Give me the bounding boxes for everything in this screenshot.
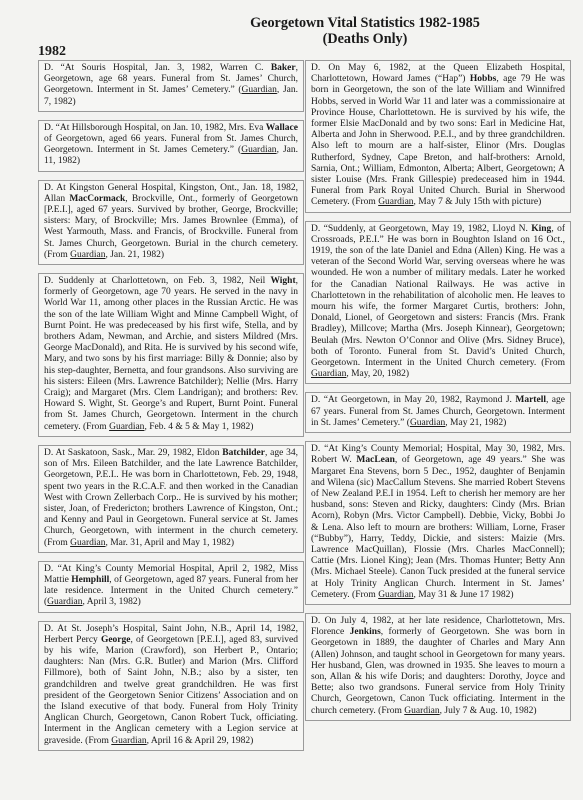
entry-text: D. “At King’s County Memorial Hospital, April 2, 1982, Miss Mattie — [44, 563, 298, 585]
source-citation: Guardian — [404, 705, 440, 716]
deceased-name: Martell — [515, 395, 546, 406]
death-notice-entry — [305, 221, 571, 385]
death-notice-entry — [38, 120, 304, 172]
entry-text: , April 3, 1982) — [82, 597, 141, 608]
year-heading: 1982 — [38, 44, 66, 59]
entry-text: , Georgetown, age 68 years. Funeral from St. James’ Church, Georgetown. Interment in St. James’ Cemetery.” ( — [44, 63, 298, 96]
deceased-name: Batchilder — [222, 447, 265, 458]
entry-text: , July 7 & Aug. 10, 1982) — [439, 705, 537, 716]
entry-text: , May 21, 1982) — [445, 417, 507, 428]
death-notice-entry — [38, 561, 304, 613]
entry-text: , May, 20, 1982) — [346, 369, 410, 380]
entry-text: , of Georgetown [P.E.I.], aged 83, survived by his wife, Marion (Crawford), son Herbert P., Ontario; daughters: Nan (Mrs. G.R. Butler) and Marion (Mrs. Clifford Fillmore), both of Saint John, N.B.; also by a sister, ten grandchildren and twelve great grandchildren. He was first president of the Georgetown Senior Citizens’ Association and on the Island executive of that body. Funeral from Holy Trinity Anglican Church, Georgetown, Canon Robert Tuck, officiating. Interment in the Anglican cemetery with a Legion service at graveside. (From — [44, 634, 298, 746]
entry-text: of Georgetown, aged 66 years. Funeral from St. James Church, Georgetown. Interment in St. James Cemetery.” ( — [44, 134, 298, 156]
death-notice-entry — [38, 180, 304, 265]
entry-text: , of Georgetown, age 49 years.” She was Margaret Ena Stevens, born 5 Dec., 1952, daughter of Benjamin and Wilena (sic) MacCallum Stevens. She married Robert Stevens of New Zealand P.E.I in 1954. Left to cherish her memory are her husband, sons: Steven and Ricky, daughters: Cindy (Mrs. Brian Acorn), Robyn (Mrs. Victor Campbell). Debbie, Vicky, Bobbi Jo & Lena. Also left to mourn are brothers: William, Lorne, Fraser (“Bubby”), Harry, Teddy, Dickie, and sisters: Maizie (Mrs. Lawrence MacQuillan), Flossie (Mrs. Charles MacConnell); Cattie (Mrs. Lionel King); Jean (Mrs. Thomas Hunter; Betty Ann (Mrs. Michael Steele). Canon Tuck presided at the funeral service at Holy Trinity Anglican Church. Interment in St. James’ Cemetery. (From — [311, 455, 566, 600]
death-notice-entry — [38, 273, 304, 437]
title-line-1: Georgetown Vital Statistics 1982-1985 — [250, 15, 480, 31]
death-notice-entry — [38, 60, 304, 112]
source-citation: Guardian — [70, 249, 106, 260]
entry-text: , Feb. 4 & 5 & May 1, 1982) — [144, 421, 254, 432]
entry-text: D. “At Georgetown, in May 20, 1982, Raymond J. — [311, 395, 516, 406]
source-citation: Guardian — [109, 421, 145, 432]
death-notice-entry — [38, 621, 304, 751]
page-title — [150, 15, 580, 47]
source-citation: Guardian — [378, 589, 414, 600]
entry-text: , of Georgetown, aged 87 years. Funeral from her late residence. Interment in the United Church cemetery.” ( — [44, 574, 298, 608]
deceased-name: Hemphill — [71, 574, 110, 585]
deceased-name: Wight — [270, 276, 296, 287]
entry-text: , age 67 years. Funeral from St. James Church, Georgetown. Interment in St. James’ Cemetery.” ( — [311, 395, 565, 428]
source-citation: Guardian — [241, 145, 277, 156]
entry-text: D. “At Souris Hospital, Jan. 3, 1982, Warren C. — [44, 63, 271, 73]
deceased-name: Baker — [270, 63, 296, 73]
death-notice-entry — [305, 441, 571, 605]
source-citation: Guardian — [311, 369, 347, 380]
death-notice-entry — [305, 60, 571, 213]
entry-text: D. At Saskatoon, Sask., Mar. 29, 1982, Eldon — [44, 447, 223, 458]
entry-text: D. “At King’s County Memorial; Hospital, May 30, 1982, Mrs. Robert W. — [311, 444, 565, 466]
entry-text: , Brockville, Ont., formerly of Georgetown [P.E.I.], aged 67 years. Survived by brother, George, Brockville; sisters: Mary, of Brockville; Mrs. James Brownlee (Emma), of West Yarmouth, Mass. and Francis, of Brockville. Funeral from St. James Church, Georgetown. Burial in the church cemetery. (From — [44, 193, 299, 260]
entry-text: D. On July 4, 1982, at her late residence, Charlottetown, Mrs. Florence — [311, 615, 565, 638]
deceased-name: MacCormack — [69, 193, 126, 204]
deceased-name: Jenkins — [349, 627, 381, 638]
entry-text: , age 34, son of Mrs. Eileen Batchilder, and the late Lawrence Batchilder, Georgetown, P.E.I.. He was born in Charlottetown, Feb. 29, 1948, spent two years in the R.C.A.F. and then worked in the Canadian West with Crown Zellerbach Corp.. He is survived by his mother; sister, Joan, of Fredericton; brothers Lawrence of Kingston, Ont.; and Kenny and Paul in Georgetown. Funeral service at St. James Church, Georgetown, with interment in the church cemetery. (From — [44, 447, 298, 548]
entry-text: D. On May 6, 1982, at the Queen Elizabeth Hospital, Charlottetown, Howard James (“Hap”) — [311, 63, 565, 85]
entry-text: D. “Suddenly, at Georgetown, May 19, 1982, Lloyd N. — [311, 223, 532, 234]
source-citation: Guardian — [378, 197, 414, 208]
entry-text: D. At Kingston General Hospital, Kingston, Ont., Jan. 18, 1982, Allan — [44, 182, 298, 204]
death-notice-entry — [38, 445, 304, 553]
deceased-name: Hobbs — [469, 74, 497, 85]
source-citation: Guardian — [70, 537, 106, 548]
entry-text: , Jan. 21, 1982) — [105, 249, 165, 260]
entry-text: , Jan. 7, 1982) — [44, 85, 298, 107]
entry-text: , May 31 & June 17 1982) — [413, 589, 514, 600]
deceased-name: Wallace — [265, 122, 298, 133]
entry-text: D. Suddenly at Charlottetown, on Feb. 3, 1982, Neil — [44, 276, 271, 287]
death-notice-entry — [305, 392, 571, 433]
entry-text: D. At St. Joseph’s Hospital, Saint John, N.B., April 14, 1982, Herbert Percy — [44, 623, 298, 645]
death-notice-entry — [305, 613, 571, 721]
source-citation: Guardian — [111, 735, 147, 746]
right-column — [305, 60, 571, 729]
entry-text: , May 7 & July 15th with picture) — [413, 197, 542, 208]
entry-text: , April 16 & April 29, 1982) — [146, 735, 254, 746]
entry-text: , Mar. 31, April and May 1, 1982) — [105, 537, 234, 548]
left-column — [38, 60, 304, 759]
entry-text: , formerly of Georgetown. She was born in Georgetown in 1889, the daughter of Charles and Mary Ann (Allen) Johnson, and taught school in Georgetown for many years. Her husband, Glen, was drowned in 1935. She leaves to mourn a son, Allan & his wife Doris; and daughters: Dorothy, Joyce and Bette; also two grandsons. Funeral service from Holy Trinity Church, Georgetown, Canon Tuck officiating. Interment in the church cemetery. (From — [311, 627, 565, 716]
title-line-2: (Deaths Only) — [322, 31, 408, 47]
source-citation: Guardian — [409, 417, 446, 428]
entry-text: , Jan. 11, 1982) — [44, 145, 298, 167]
entry-text: D. “At Hillsborough Hospital, on Jan. 10, 1982, Mrs. Eva — [44, 122, 266, 133]
deceased-name: MacLean — [356, 455, 395, 466]
entry-text: , of Crossroads, P.E.I.” He was born in Boughton Island on 16 Oct., 1919, the son of the late Daniel and Edna (Allen) King. He was a veteran of the Second World War, serving overseas where he was wounded. He won a number of military medals. Later he worked for the Canadian National Railways. He was active in Charlottetown in the rehabilitation of alcoholic men. He leaves to mourn his wife, the former Margaret Curtis, brothers: John, Donald, Lionel, of Georgetown and sisters: Francis (Mrs. Frank Bradley), Millcove; Martha (Mrs. Joseph Kinnear), Georgetown; Beulah (Mrs. Newton O’Connor and Olive (Mrs. Sidney Bruce), both of Toronto. Funeral from St. David’s United Church, Georgetown. Interment in the United Church cemetery. (From — [311, 223, 565, 369]
source-citation: Guardian — [47, 597, 83, 608]
entry-text: , age 79 He was born in Georgetown, the son of the late William and Winnifred Hobbs, served in World War 11 and later was a commissionaire at Province House, Charlottetown. He is survived by his wife, the former Elsie MacDonald and by two sons: Earl in Medicine Hat, Alberta and John in Sherwood. P.E.I., and by three grandchildren. Also left to mourn are a half-sister, Elinor (Mrs. Douglas Rutherford, Sydney, Cape Breton, and half-brothers: Arnold, Sarnia, Ont.; William, Edmonton, Alberta; Albert, Georgetown; A sister Louise (Mrs. Frank Gillespie) predeceased him in 1944. Funeral from Park Royal United Church. Burial in Sherwood Cemetery. (From — [311, 74, 565, 208]
source-citation: Guardian — [241, 85, 277, 96]
deceased-name: George — [100, 634, 131, 645]
deceased-name: King — [531, 223, 552, 234]
entry-text: , formerly of Georgetown, age 70 years. He served in the navy in World War 11, among other places in the Russian Arctic. He was the son of the late William Wight and Minne Campbell Wight, of Burnt Point. He was predeceased by his first wife, Stella, and by brothers Adam, Newman, and Archie, and sisters Mildred (Mrs. George MacDonald), and Rita. He is survived by his second wife, Mary, and two sons by his first marriage: Billy & Donnie; also by his step-daughter, Bernetta, and four grandsons. Also surviving are his sisters: Eileen (Mrs. Lawrence Batchilder); Nellie (Mrs. Harry Craig); and Margaret (Mrs. Clem Landrigan); and brothers: Rev. Howard S. Wight, St. George’s and Rupert, Burnt Point. Funeral from St. James Church, Georgetown. Interment in the church cemetery. (From — [44, 276, 298, 432]
